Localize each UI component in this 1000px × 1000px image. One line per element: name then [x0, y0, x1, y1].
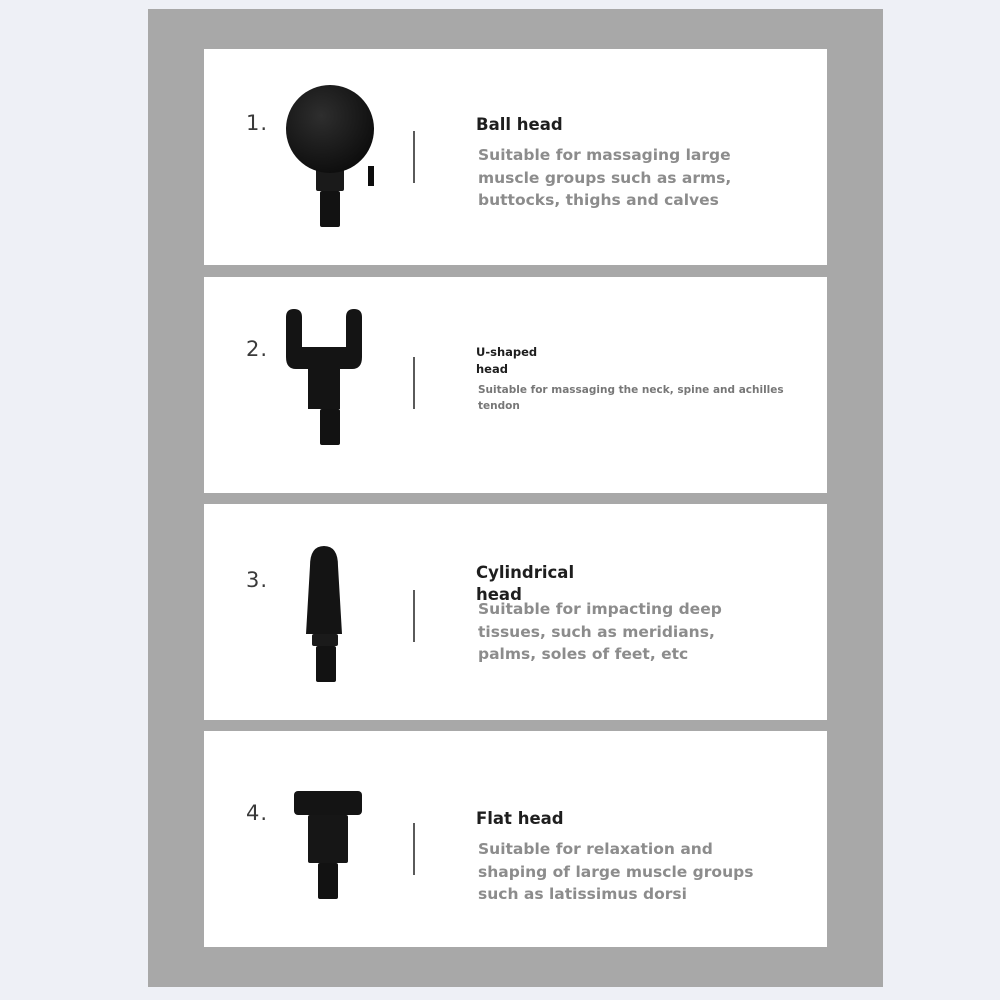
card-cylindrical-head: [204, 504, 827, 720]
flat-head-icon: [264, 731, 384, 947]
head-description: Suitable for massaging the neck, spine and achilles tendon: [478, 384, 784, 412]
divider: [413, 131, 415, 183]
head-title: U-shaped head: [476, 345, 538, 376]
item-number: 2.: [246, 337, 269, 361]
divider: [413, 823, 415, 875]
head-title: Cylindrical head: [476, 563, 575, 604]
divider: [413, 590, 415, 642]
item-number: 4.: [246, 801, 269, 825]
ball-head-icon: [264, 49, 384, 265]
cylindrical-head-icon: [264, 504, 384, 720]
card-u-shaped-head: [204, 277, 827, 493]
head-title: Flat head: [476, 809, 564, 828]
card-ball-head: [204, 49, 827, 265]
frame-background: [148, 9, 883, 987]
item-number: 3.: [246, 568, 269, 592]
head-description: Suitable for relaxation and shaping of large muscle groups such as latissimus dorsi: [478, 840, 754, 903]
head-description: Suitable for impacting deep tissues, such as meridians, palms, soles of feet, etc: [478, 600, 722, 663]
card-flat-head: [204, 731, 827, 947]
head-description: Suitable for massaging large muscle groups such as arms, buttocks, thighs and calves: [478, 146, 732, 209]
u-shaped-head-icon: [264, 277, 384, 493]
item-number: 1.: [246, 111, 269, 135]
divider: [413, 357, 415, 409]
head-title: Ball head: [476, 115, 563, 134]
